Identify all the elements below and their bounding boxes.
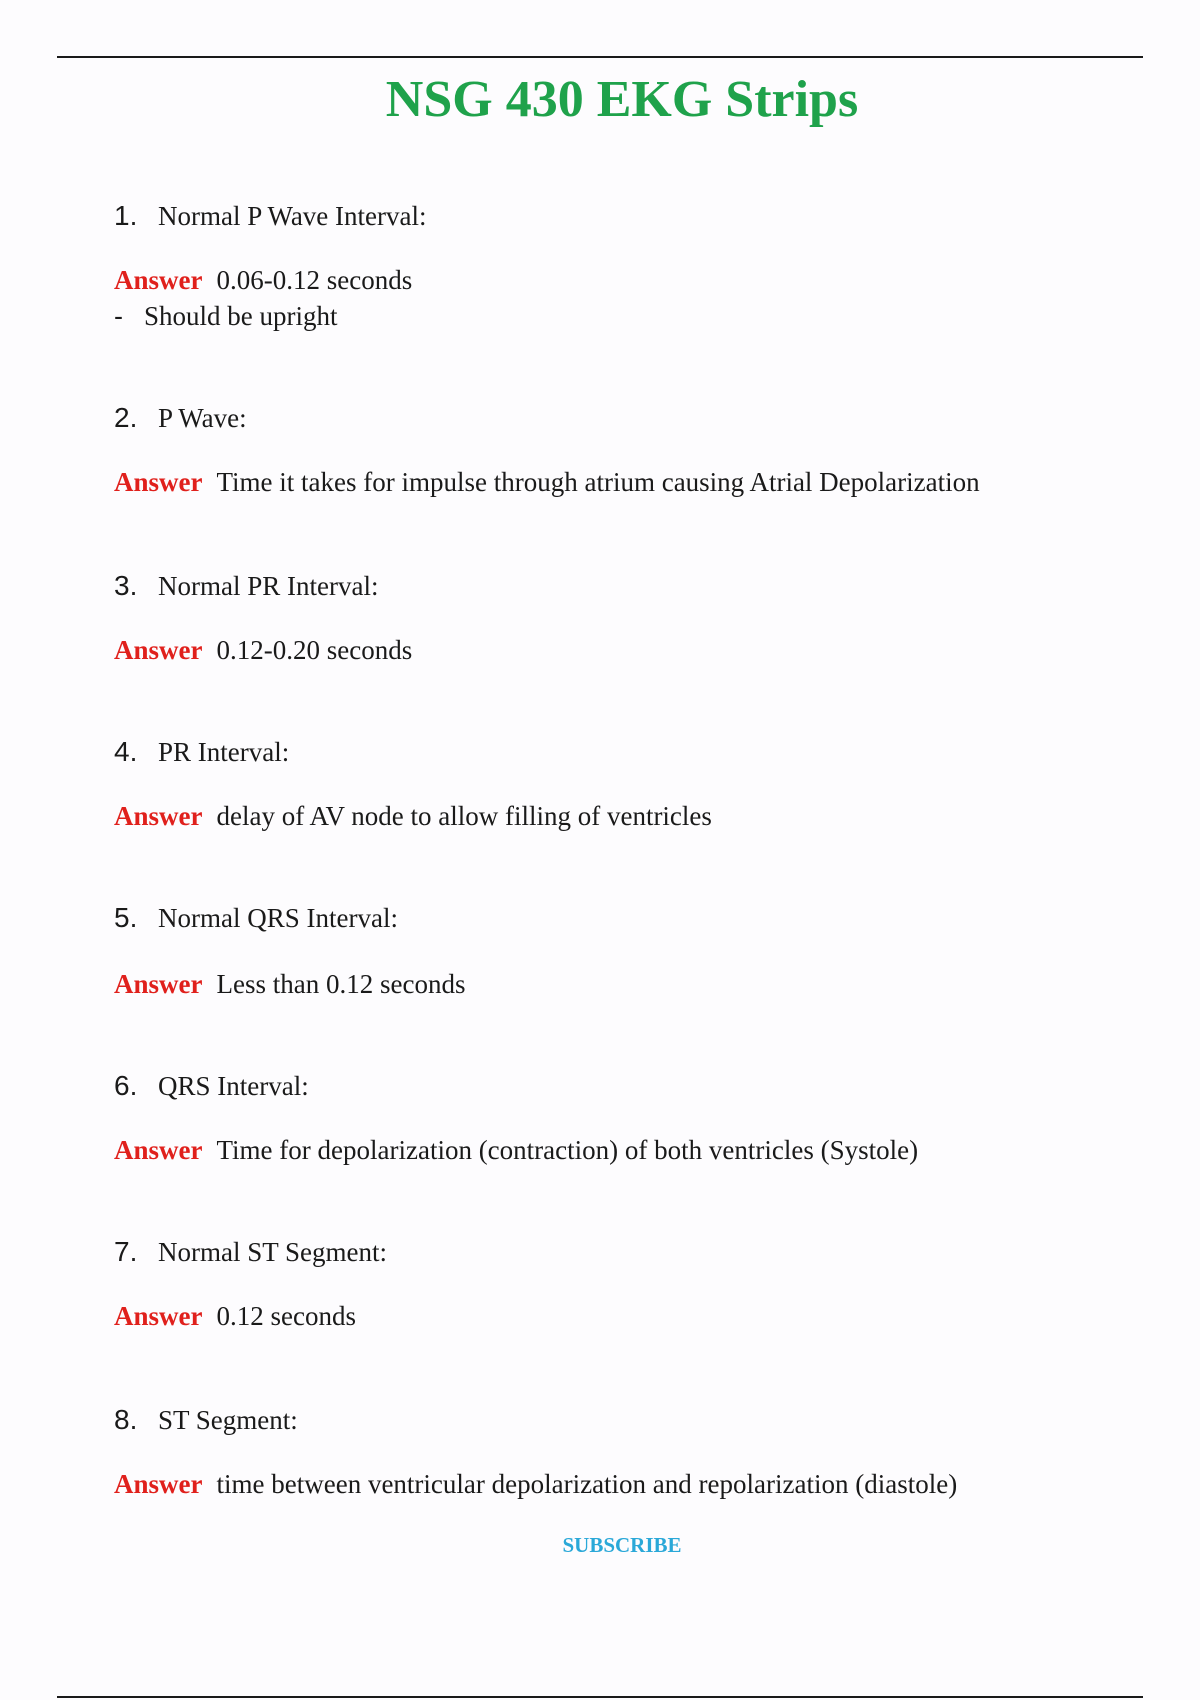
- answer-text: Time for depolarization (contraction) of both ventricles (Systole): [216, 1135, 919, 1165]
- answer-label: Answer: [114, 969, 203, 999]
- note-text: Should be upright: [144, 301, 338, 331]
- answer-4: [114, 800, 712, 832]
- question-number: 1.: [114, 200, 138, 231]
- question-5: [114, 902, 398, 934]
- question-2: [114, 402, 247, 434]
- question-text: Normal QRS Interval:: [158, 903, 398, 933]
- question-number: 2.: [114, 402, 138, 433]
- question-number: 6.: [114, 1070, 138, 1101]
- question-number: 5.: [114, 902, 138, 933]
- page-title: NSG 430 EKG Strips: [385, 71, 859, 128]
- answer-2: [114, 466, 980, 498]
- question-text: Normal P Wave Interval:: [158, 201, 427, 231]
- answer-label: Answer: [114, 801, 203, 831]
- question-3: [114, 570, 378, 602]
- question-8: [114, 1404, 298, 1436]
- question-number: 3.: [114, 570, 138, 601]
- answer-label: Answer: [114, 265, 203, 295]
- subscribe-link[interactable]: SUBSCRIBE: [562, 1533, 682, 1557]
- answer-8: [114, 1468, 957, 1500]
- question-4: [114, 736, 289, 768]
- answer-1-note: [114, 300, 338, 332]
- question-number: 7.: [114, 1236, 138, 1267]
- question-text: Normal PR Interval:: [158, 571, 379, 601]
- answer-label: Answer: [114, 1135, 203, 1165]
- answer-3: [114, 634, 412, 666]
- answer-label: Answer: [114, 1469, 203, 1499]
- question-1: [114, 200, 427, 232]
- question-text: QRS Interval:: [158, 1071, 309, 1101]
- answer-label: Answer: [114, 635, 203, 665]
- question-7: [114, 1236, 387, 1268]
- answer-1: [114, 264, 412, 296]
- answer-5: [114, 968, 465, 1000]
- question-text: Normal ST Segment:: [158, 1237, 387, 1267]
- question-6: [114, 1070, 309, 1102]
- top-divider: [57, 56, 1143, 58]
- answer-7: [114, 1300, 356, 1332]
- bottom-divider: [57, 1696, 1143, 1698]
- answer-text: 0.06-0.12 seconds: [216, 265, 413, 295]
- dash-bullet: -: [114, 301, 123, 331]
- answer-text: delay of AV node to allow filling of ventricles: [216, 801, 712, 831]
- question-text: P Wave:: [158, 403, 247, 433]
- question-text: PR Interval:: [158, 737, 290, 767]
- answer-text: time between ventricular depolarization and repolarization (diastole): [216, 1469, 958, 1499]
- answer-text: 0.12-0.20 seconds: [216, 635, 413, 665]
- answer-6: [114, 1134, 918, 1166]
- answer-label: Answer: [114, 467, 203, 497]
- question-number: 8.: [114, 1404, 138, 1435]
- question-text: ST Segment:: [158, 1405, 298, 1435]
- answer-text: Less than 0.12 seconds: [216, 969, 466, 999]
- answer-text: Time it takes for impulse through atrium causing Atrial Depolarization: [216, 467, 980, 497]
- answer-text: 0.12 seconds: [216, 1301, 356, 1331]
- question-number: 4.: [114, 736, 138, 767]
- answer-label: Answer: [114, 1301, 203, 1331]
